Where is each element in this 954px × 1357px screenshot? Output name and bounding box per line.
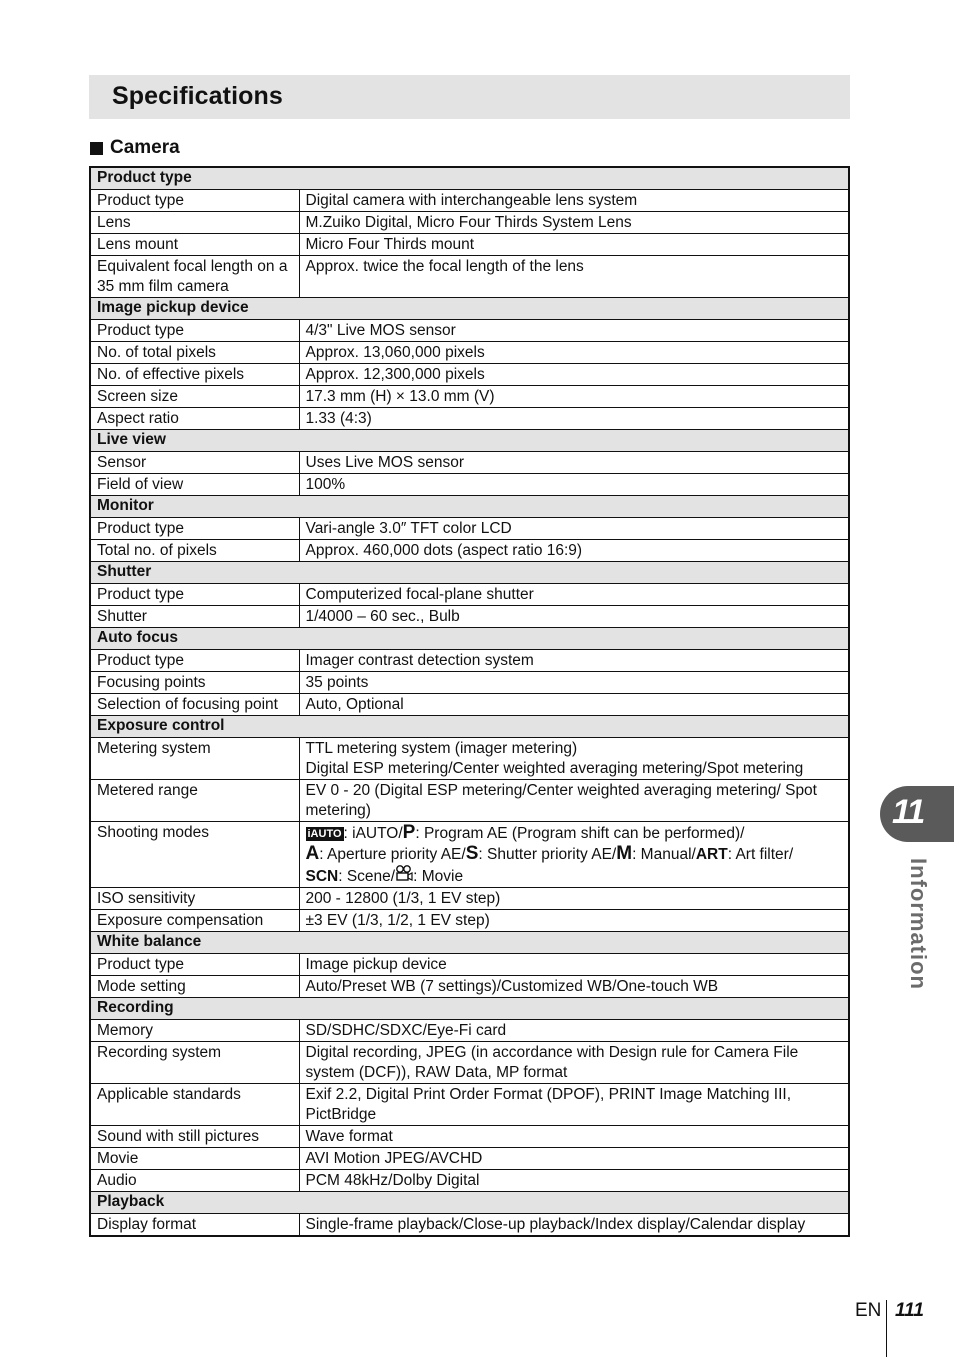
table-row [90,1126,849,1148]
spec-label: Mode setting [90,976,299,998]
table-row [90,738,849,780]
spec-label: Display format [90,1214,299,1237]
table-row [90,518,849,540]
group-header-row [90,1192,849,1214]
spec-label: Product type [90,650,299,672]
spec-label: No. of effective pixels [90,364,299,386]
mode-text: : Scene/ [338,868,396,885]
table-row [90,320,849,342]
spec-value: PCM 48kHz/Dolby Digital [299,1170,849,1192]
section-title: Camera [110,137,180,158]
group-header-row [90,496,849,518]
group-header: Product type [90,167,849,190]
spec-value: Vari-angle 3.0″ TFT color LCD [299,518,849,540]
table-row [90,342,849,364]
mode-text: : Aperture priority AE/ [319,846,466,863]
table-row [90,584,849,606]
spec-value: Imager contrast detection system [299,650,849,672]
spec-value: Single-frame playback/Close-up playback/Index display/Calendar display [299,1214,849,1237]
spec-value: Image pickup device [299,954,849,976]
spec-label: Sensor [90,452,299,474]
spec-label: Applicable standards [90,1084,299,1126]
spec-label: Sound with still pictures [90,1126,299,1148]
table-row [90,822,849,888]
iauto-icon: iAUTO [307,828,342,840]
page-number: 111 [895,1300,924,1321]
group-header: Auto focus [90,628,849,650]
table-row [90,606,849,628]
spec-value: 100% [299,474,849,496]
table-row [90,694,849,716]
spec-label: Product type [90,584,299,606]
group-header: Recording [90,998,849,1020]
shooting-modes-value [299,822,849,888]
spec-value: AVI Motion JPEG/AVCHD [299,1148,849,1170]
spec-value: Approx. 460,000 dots (aspect ratio 16:9) [299,540,849,562]
spec-value: Digital camera with interchangeable lens system [299,190,849,212]
mode-a: A [305,843,320,864]
spec-value: EV 0 - 20 (Digital ESP metering/Center weighted averaging metering/ Spot metering) [299,780,849,822]
footer-language: EN [855,1300,882,1321]
mode-text: : iAUTO/ [343,825,403,842]
spec-value: 1.33 (4:3) [299,408,849,430]
spec-label: Recording system [90,1042,299,1084]
spec-label: Selection of focusing point [90,694,299,716]
spec-value: SD/SDHC/SDXC/Eye-Fi card [299,1020,849,1042]
group-header: Playback [90,1192,849,1214]
spec-value: Auto, Optional [299,694,849,716]
title-bar [89,75,850,119]
table-row [90,540,849,562]
spec-value: Exif 2.2, Digital Print Order Format (DPOF), PRINT Image Matching III, PictBridge [299,1084,849,1126]
spec-value: 17.3 mm (H) × 13.0 mm (V) [299,386,849,408]
group-header: Live view [90,430,849,452]
spec-value: Computerized focal-plane shutter [299,584,849,606]
group-header-row [90,932,849,954]
spec-value: Micro Four Thirds mount [299,234,849,256]
mode-text: : Shutter priority AE/ [478,846,617,863]
mode-m: M [616,843,633,864]
group-header-row [90,562,849,584]
movie-camera-icon [395,865,413,887]
footer-divider [886,1300,887,1357]
table-row [90,364,849,386]
spec-label: Shooting modes [90,822,299,888]
spec-value: Wave format [299,1126,849,1148]
group-header-row [90,628,849,650]
table-row [90,1170,849,1192]
table-row [90,386,849,408]
spec-table [89,166,850,1237]
table-row [90,234,849,256]
spec-value: 200 - 12800 (1/3, 1 EV step) [299,888,849,910]
group-header: Shutter [90,562,849,584]
table-row [90,212,849,234]
spec-label: Field of view [90,474,299,496]
spec-label: Product type [90,954,299,976]
spec-label: Product type [90,518,299,540]
table-row [90,1042,849,1084]
spec-label: Metered range [90,780,299,822]
spec-label: Memory [90,1020,299,1042]
chapter-label: Information [906,858,931,990]
mode-text: : Program AE (Program shift can be performed)/ [415,825,745,842]
spec-value: M.Zuiko Digital, Micro Four Thirds System Lens [299,212,849,234]
group-header-row [90,998,849,1020]
table-row [90,408,849,430]
table-row [90,888,849,910]
table-row [90,1148,849,1170]
spec-label: Shutter [90,606,299,628]
group-header: Exposure control [90,716,849,738]
chapter-number: 11 [892,793,924,831]
table-row [90,190,849,212]
mode-text: : Movie [413,868,464,885]
spec-label: Product type [90,320,299,342]
mode-scn: SCN [305,868,339,885]
table-row [90,650,849,672]
spec-label: No. of total pixels [90,342,299,364]
section-heading [90,137,180,159]
spec-label: Equivalent focal length on a 35 mm film camera [90,256,299,298]
spec-label: Lens mount [90,234,299,256]
spec-value: 1/4000 – 60 sec., Bulb [299,606,849,628]
mode-p: P [402,822,416,843]
table-row [90,256,849,298]
spec-label: Audio [90,1170,299,1192]
spec-label: Lens [90,212,299,234]
bullet-square-icon [90,142,103,155]
spec-value: TTL metering system (imager metering) Digital ESP metering/Center weighted averaging metering/Spot metering [299,738,849,780]
table-row [90,1084,849,1126]
spec-value: Approx. 12,300,000 pixels [299,364,849,386]
group-header-row [90,167,849,190]
spec-value: Auto/Preset WB (7 settings)/Customized WB/One-touch WB [299,976,849,998]
spec-value: ±3 EV (1/3, 1/2, 1 EV step) [299,910,849,932]
table-row [90,976,849,998]
spec-value: 4/3" Live MOS sensor [299,320,849,342]
spec-label: Screen size [90,386,299,408]
table-row [90,672,849,694]
spec-value: Uses Live MOS sensor [299,452,849,474]
mode-text: : Manual/ [632,846,696,863]
table-row [90,474,849,496]
group-header-row [90,716,849,738]
spec-value: Digital recording, JPEG (in accordance with Design rule for Camera File system (DCF)), RAW Data, MP format [299,1042,849,1084]
spec-label: Total no. of pixels [90,540,299,562]
table-row [90,780,849,822]
mode-text: : Art filter/ [727,846,794,863]
table-row [90,910,849,932]
table-row [90,1020,849,1042]
spec-label: Exposure compensation [90,910,299,932]
spec-label: Aspect ratio [90,408,299,430]
spec-label: Metering system [90,738,299,780]
group-header: White balance [90,932,849,954]
page-title: Specifications [112,82,283,110]
group-header: Image pickup device [90,298,849,320]
spec-label: Product type [90,190,299,212]
spec-value: 35 points [299,672,849,694]
table-row [90,1214,849,1237]
mode-s: S [465,843,479,864]
table-row [90,954,849,976]
table-row [90,452,849,474]
spec-label: ISO sensitivity [90,888,299,910]
group-header: Monitor [90,496,849,518]
spec-value: Approx. 13,060,000 pixels [299,342,849,364]
spec-label: Movie [90,1148,299,1170]
mode-art: ART [695,846,728,863]
spec-label: Focusing points [90,672,299,694]
spec-value: Approx. twice the focal length of the lens [299,256,849,298]
group-header-row [90,298,849,320]
group-header-row [90,430,849,452]
